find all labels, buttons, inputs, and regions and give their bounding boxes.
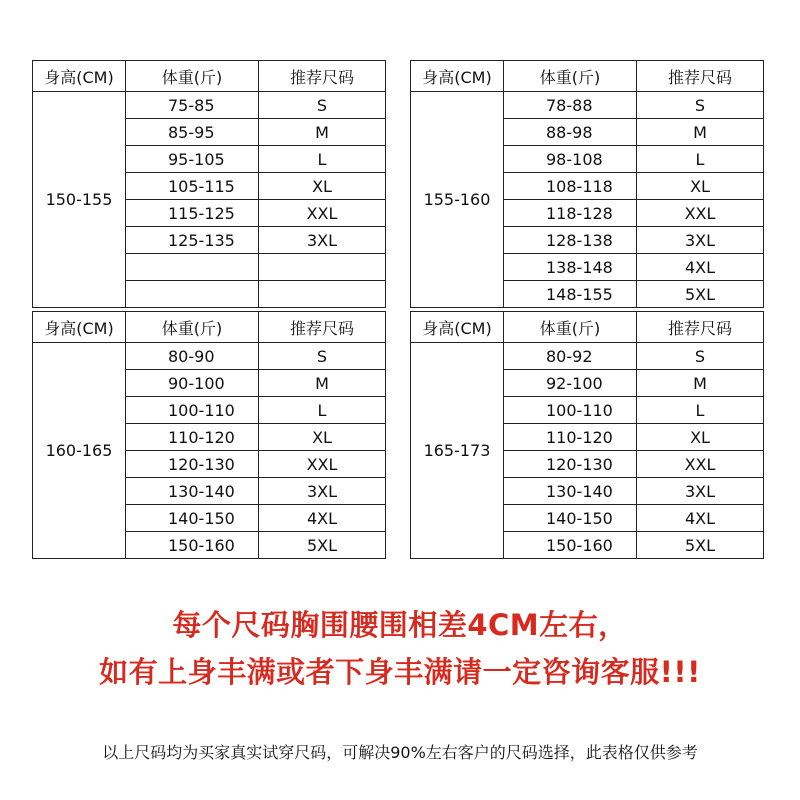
table-row	[33, 343, 386, 370]
size-cell: S	[637, 343, 764, 370]
weight-cell: 148-155	[504, 281, 637, 308]
table-header-row	[33, 61, 386, 92]
weight-cell: 150-160	[504, 532, 637, 559]
size-cell: L	[259, 146, 386, 173]
weight-cell: 110-120	[126, 424, 259, 451]
size-cell: 5XL	[637, 281, 764, 308]
size-cell: 3XL	[637, 478, 764, 505]
size-cell	[259, 254, 386, 281]
height-range-cell: 155-160	[411, 92, 504, 308]
size-cell: L	[637, 397, 764, 424]
weight-cell: 100-110	[126, 397, 259, 424]
size-cell: L	[259, 397, 386, 424]
size-cell: M	[637, 119, 764, 146]
weight-header: 体重(斤)	[504, 61, 637, 92]
height-header: 身高(CM)	[411, 61, 504, 92]
weight-cell: 138-148	[504, 254, 637, 281]
size-cell: XL	[637, 173, 764, 200]
weight-cell: 108-118	[504, 173, 637, 200]
weight-cell: 150-160	[126, 532, 259, 559]
size-cell: M	[259, 370, 386, 397]
weight-cell: 140-150	[126, 505, 259, 532]
height-range-cell: 165-173	[411, 343, 504, 559]
weight-cell: 120-130	[126, 451, 259, 478]
height-header: 身高(CM)	[33, 312, 126, 343]
size-header: 推荐尺码	[637, 61, 764, 92]
size-cell: XL	[637, 424, 764, 451]
size-cell: L	[637, 146, 764, 173]
weight-cell: 100-110	[504, 397, 637, 424]
table-row	[411, 343, 764, 370]
size-cell: XXL	[637, 200, 764, 227]
weight-cell: 95-105	[126, 146, 259, 173]
weight-cell: 115-125	[126, 200, 259, 227]
weight-cell	[126, 281, 259, 308]
weight-cell: 85-95	[126, 119, 259, 146]
size-header: 推荐尺码	[637, 312, 764, 343]
weight-cell: 105-115	[126, 173, 259, 200]
size-cell: 4XL	[259, 505, 386, 532]
weight-cell: 80-92	[504, 343, 637, 370]
size-cell: S	[259, 92, 386, 119]
weight-cell: 88-98	[504, 119, 637, 146]
weight-cell: 128-138	[504, 227, 637, 254]
size-cell: S	[259, 343, 386, 370]
size-cell: M	[637, 370, 764, 397]
size-cell: XXL	[259, 200, 386, 227]
weight-cell: 78-88	[504, 92, 637, 119]
height-header: 身高(CM)	[33, 61, 126, 92]
weight-cell: 80-90	[126, 343, 259, 370]
size-header: 推荐尺码	[259, 61, 386, 92]
weight-header: 体重(斤)	[126, 312, 259, 343]
measurement-note: 每个尺码胸围腰围相差4CM左右，	[172, 608, 628, 642]
size-cell: 5XL	[637, 532, 764, 559]
size-table-165-173	[410, 311, 764, 559]
weight-cell: 98-108	[504, 146, 637, 173]
table-row	[33, 92, 386, 119]
size-cell: XL	[259, 173, 386, 200]
weight-cell: 140-150	[504, 505, 637, 532]
height-range-cell: 160-165	[33, 343, 126, 559]
size-cell: XXL	[259, 451, 386, 478]
size-table-160-165	[32, 311, 386, 559]
weight-cell: 110-120	[504, 424, 637, 451]
size-cell: 4XL	[637, 254, 764, 281]
weight-header: 体重(斤)	[126, 61, 259, 92]
weight-cell: 90-100	[126, 370, 259, 397]
weight-cell	[126, 254, 259, 281]
weight-cell: 130-140	[504, 478, 637, 505]
height-range-cell: 150-155	[33, 92, 126, 308]
size-cell: 3XL	[259, 227, 386, 254]
size-cell: 3XL	[259, 478, 386, 505]
table-header-row	[411, 312, 764, 343]
size-cell: XL	[259, 424, 386, 451]
table-header-row	[411, 61, 764, 92]
size-cell: 4XL	[637, 505, 764, 532]
consult-service-note: 如有上身丰满或者下身丰满请一定咨询客服!!!	[99, 655, 701, 689]
weight-cell: 75-85	[126, 92, 259, 119]
weight-cell: 92-100	[504, 370, 637, 397]
table-header-row	[33, 312, 386, 343]
size-cell: 5XL	[259, 532, 386, 559]
size-table-150-155	[32, 60, 386, 308]
weight-cell: 125-135	[126, 227, 259, 254]
size-header: 推荐尺码	[259, 312, 386, 343]
table-row	[411, 92, 764, 119]
size-cell: XXL	[637, 451, 764, 478]
weight-cell: 130-140	[126, 478, 259, 505]
size-cell: 3XL	[637, 227, 764, 254]
size-cell: M	[259, 119, 386, 146]
size-cell: S	[637, 92, 764, 119]
size-table-155-160	[410, 60, 764, 308]
weight-cell: 118-128	[504, 200, 637, 227]
size-cell	[259, 281, 386, 308]
weight-header: 体重(斤)	[504, 312, 637, 343]
footer-disclaimer: 以上尺码均为买家真实试穿尺码，可解决90%左右客户的尺码选择，此表格仅供参考	[102, 743, 698, 762]
weight-cell: 120-130	[504, 451, 637, 478]
height-header: 身高(CM)	[411, 312, 504, 343]
